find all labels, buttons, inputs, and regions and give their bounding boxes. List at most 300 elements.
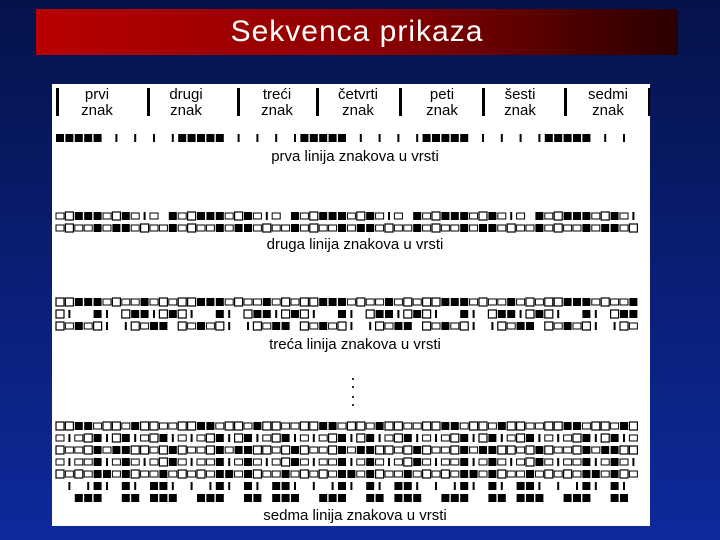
column-separator-5 — [482, 88, 485, 116]
pixel-r6-c36 — [385, 323, 393, 329]
pixel-r10-c61 — [620, 459, 628, 465]
column-header-5-line2: znak — [426, 102, 458, 119]
pixel-r13-c56 — [573, 494, 581, 502]
pixel-r1-c13 — [172, 134, 174, 142]
pixel-r10-c4 — [84, 459, 92, 465]
pixel-r3-c31 — [338, 224, 346, 232]
pixel-r8-c17 — [206, 434, 214, 442]
pixel-r11-c11 — [150, 471, 158, 477]
pixel-r8-c21 — [244, 434, 252, 442]
pixel-r2-c7 — [112, 212, 120, 220]
pixel-r9-c26 — [291, 446, 299, 454]
pixel-r3-c61 — [620, 225, 628, 231]
pixel-r2-c14 — [178, 213, 186, 219]
pixel-r8-c26 — [294, 434, 296, 442]
pixel-r8-c22 — [256, 434, 258, 442]
pixel-r7-c15 — [188, 422, 196, 430]
pixel-r7-c51 — [526, 423, 534, 429]
pixel-r4-c43 — [451, 298, 459, 306]
pixel-r9-c14 — [178, 446, 186, 454]
pixel-r11-c30 — [329, 471, 337, 477]
pixel-r7-c21 — [244, 423, 252, 429]
pixel-r5-c26 — [291, 310, 299, 318]
pixel-r7-c4 — [84, 422, 92, 430]
pixel-r8-c61 — [623, 434, 625, 442]
pixel-r10-c60 — [611, 458, 619, 466]
pixel-r11-c53 — [545, 470, 553, 478]
pixel-r3-c38 — [404, 225, 412, 231]
pixel-r4-c45 — [470, 299, 478, 305]
pixel-r3-c29 — [319, 225, 327, 231]
pixel-r3-c10 — [141, 224, 149, 232]
pixel-r7-c9 — [131, 422, 139, 430]
pixel-r8-c53 — [545, 435, 553, 441]
pixel-r3-c15 — [188, 224, 196, 232]
pixel-r7-c58 — [592, 422, 600, 430]
slide-title-bar — [36, 9, 678, 55]
pixel-r1-c40 — [423, 134, 431, 142]
pixel-r6-c22 — [253, 322, 261, 330]
pixel-r13-c13 — [169, 494, 177, 502]
pixel-r11-c41 — [432, 471, 440, 477]
pixel-r12-c60 — [611, 482, 619, 490]
pixel-r10-c33 — [357, 459, 365, 465]
pixel-r3-c45 — [470, 225, 478, 231]
pixel-r7-c40 — [423, 422, 431, 430]
ellipsis-dots-upper: : — [350, 372, 356, 392]
pixel-r7-c44 — [460, 423, 468, 429]
pixel-r11-c59 — [601, 471, 609, 477]
pixel-r9-c24 — [272, 447, 280, 453]
pixel-r4-c42 — [441, 298, 449, 306]
column-header-3-line1: treći — [262, 86, 292, 103]
pixel-r1-c2 — [65, 134, 73, 142]
caption-seventh-line: sedma linija znakova u vrsti — [263, 507, 447, 524]
pixel-r6-c31 — [338, 322, 346, 330]
pixel-r11-c2 — [65, 471, 73, 477]
pixel-r8-c19 — [228, 434, 230, 442]
pixel-r12-c18 — [216, 482, 224, 490]
pixel-r2-c37 — [394, 213, 402, 219]
pixel-r4-c53 — [545, 298, 553, 306]
pixel-r9-c9 — [131, 446, 139, 454]
pixel-r11-c26 — [291, 471, 299, 477]
pixel-r2-c52 — [535, 212, 543, 220]
pixel-r2-c24 — [272, 213, 280, 219]
pixel-r5-c28 — [313, 310, 315, 318]
pixel-r11-c20 — [235, 471, 243, 477]
pixel-r5-c36 — [385, 310, 393, 318]
pixel-r4-c51 — [526, 298, 534, 306]
pixel-r3-c18 — [216, 224, 224, 232]
pixel-r8-c48 — [501, 434, 503, 442]
pixel-r12-c28 — [313, 482, 315, 490]
pixel-r5-c25 — [282, 310, 290, 318]
pixel-r7-c3 — [75, 422, 83, 430]
pixel-r4-c36 — [385, 298, 393, 306]
column-header-6-line2: znak — [504, 102, 536, 119]
pixel-r5-c58 — [595, 310, 597, 318]
pixel-r7-c60 — [611, 423, 619, 429]
pixel-r1-c31 — [338, 134, 346, 142]
pixel-r10-c2 — [68, 458, 70, 466]
pixel-r7-c29 — [319, 422, 327, 430]
pixel-r3-c59 — [601, 224, 609, 232]
pixel-r3-c57 — [582, 224, 590, 232]
pixel-r10-c11 — [150, 459, 158, 465]
pixel-r8-c57 — [582, 434, 590, 442]
pixel-r9-c29 — [319, 447, 327, 453]
pixel-r11-c13 — [169, 471, 177, 477]
pixel-r11-c19 — [225, 470, 233, 478]
pixel-r2-c44 — [460, 212, 468, 220]
pixel-r7-c20 — [235, 422, 243, 430]
pixel-r8-c3 — [75, 435, 83, 441]
pixel-r13-c12 — [159, 494, 167, 502]
pixel-r6-c55 — [564, 322, 572, 330]
pixel-r13-c16 — [197, 494, 205, 502]
pixel-r11-c61 — [620, 470, 628, 478]
pixel-r13-c17 — [206, 494, 214, 502]
pixel-r3-c17 — [206, 225, 214, 231]
pixel-r5-c23 — [263, 310, 271, 318]
pixel-r9-c12 — [159, 446, 167, 454]
pixel-r7-c53 — [545, 422, 553, 430]
pixel-r11-c12 — [159, 470, 167, 478]
pixel-r4-c11 — [150, 299, 158, 305]
pixel-r7-c5 — [94, 423, 102, 429]
pixel-r12-c45 — [473, 482, 475, 490]
pixel-r3-c62 — [629, 224, 637, 232]
pixel-r12-c39 — [416, 482, 418, 490]
pixel-r2-c48 — [498, 213, 506, 219]
pixel-r10-c59 — [601, 459, 609, 465]
pixel-r11-c54 — [554, 471, 562, 477]
pixel-r10-c34 — [366, 458, 374, 466]
pixel-r12-c9 — [134, 482, 136, 490]
pixel-r12-c6 — [106, 482, 108, 490]
pixel-r11-c3 — [75, 470, 83, 478]
pixel-r4-c12 — [159, 298, 167, 306]
pixel-r6-c44 — [460, 322, 468, 330]
pixel-r8-c10 — [141, 435, 149, 441]
pixel-r12-c26 — [294, 482, 296, 490]
pixel-r1-c17 — [206, 134, 214, 142]
pixel-r11-c29 — [319, 470, 327, 478]
pixel-r10-c57 — [582, 458, 590, 466]
pixel-r10-c44 — [460, 458, 468, 466]
pixel-r8-c50 — [517, 434, 525, 442]
pixel-r12-c56 — [576, 482, 578, 490]
pixel-r5-c32 — [350, 310, 352, 318]
pixel-r5-c60 — [611, 310, 619, 318]
pixel-r8-c60 — [611, 434, 619, 442]
pixel-r11-c28 — [310, 471, 318, 477]
pixel-r13-c21 — [244, 494, 252, 502]
pixel-r6-c12 — [159, 322, 167, 330]
pixel-r6-c62 — [629, 323, 637, 329]
pixel-r10-c32 — [350, 458, 352, 466]
pixel-r2-c47 — [488, 212, 496, 220]
pixel-r6-c1 — [56, 322, 64, 330]
pixel-r9-c2 — [65, 447, 73, 453]
pixel-r2-c8 — [122, 212, 130, 220]
pixel-r5-c38 — [404, 310, 412, 318]
column-separator-1 — [147, 88, 150, 116]
pixel-r3-c51 — [526, 225, 534, 231]
pixel-r3-c58 — [592, 225, 600, 231]
pixel-r9-c60 — [611, 446, 619, 454]
pixel-r11-c56 — [573, 471, 581, 477]
pixel-r10-c29 — [319, 459, 327, 465]
pixel-r3-c1 — [56, 225, 64, 231]
pixel-r4-c47 — [488, 299, 496, 305]
pixel-r10-c51 — [526, 458, 534, 466]
pixel-r12-c2 — [68, 482, 70, 490]
pixel-r11-c22 — [253, 470, 261, 478]
pixel-r6-c3 — [75, 322, 83, 330]
pixel-r1-c54 — [554, 134, 562, 142]
pixel-r9-c56 — [573, 446, 581, 454]
pixel-r9-c20 — [235, 446, 243, 454]
pixel-r10-c6 — [106, 458, 108, 466]
pixel-r8-c8 — [122, 434, 130, 442]
pixel-r6-c16 — [197, 322, 205, 330]
pixel-r8-c43 — [451, 434, 459, 442]
pixel-r6-c18 — [216, 322, 224, 330]
pixel-r8-c5 — [94, 434, 102, 442]
pixel-r11-c8 — [122, 470, 130, 478]
pixel-r4-c34 — [366, 299, 374, 305]
pixel-r6-c24 — [272, 322, 280, 330]
pixel-r3-c55 — [564, 225, 572, 231]
pixel-r9-c48 — [498, 446, 506, 454]
pixel-r5-c48 — [498, 310, 506, 318]
pixel-r2-c34 — [366, 212, 374, 220]
pixel-r4-c35 — [376, 299, 384, 305]
pixel-r11-c37 — [394, 471, 402, 477]
pixel-r4-c16 — [197, 298, 205, 306]
pixel-r7-c7 — [112, 422, 120, 430]
pixel-r2-c42 — [441, 212, 449, 220]
pixel-r11-c52 — [535, 471, 543, 477]
pixel-r13-c8 — [122, 494, 130, 502]
pixel-r5-c61 — [620, 310, 628, 318]
pixel-r2-c35 — [376, 213, 384, 219]
pixel-r2-c26 — [291, 212, 299, 220]
pixel-r13-c9 — [131, 494, 139, 502]
pixel-r9-c16 — [197, 447, 205, 453]
pixel-r7-c36 — [385, 422, 393, 430]
pixel-r9-c18 — [216, 446, 224, 454]
pixel-r4-c38 — [404, 298, 412, 306]
pixel-r6-c28 — [310, 323, 318, 329]
pixel-r2-c49 — [510, 212, 512, 220]
pixel-r3-c49 — [507, 224, 515, 232]
pixel-r7-c47 — [488, 423, 496, 429]
pixel-r9-c61 — [620, 446, 628, 454]
pixel-r10-c10 — [144, 458, 146, 466]
pixel-r3-c9 — [131, 225, 139, 231]
pixel-r4-c5 — [94, 298, 102, 306]
pixel-r5-c51 — [526, 310, 534, 318]
pixel-r6-c45 — [473, 322, 475, 330]
pixel-r11-c48 — [498, 470, 506, 478]
pixel-r10-c1 — [56, 459, 64, 465]
pixel-r4-c59 — [601, 298, 609, 306]
pixel-r9-c28 — [310, 447, 318, 453]
pixel-r10-c41 — [435, 458, 437, 466]
pixel-r2-c23 — [266, 212, 268, 220]
pixel-r4-c14 — [178, 298, 186, 306]
pixel-r3-c60 — [611, 224, 619, 232]
pixel-r7-c33 — [357, 422, 365, 430]
pixel-r4-c13 — [169, 299, 177, 305]
pixel-r11-c51 — [526, 470, 534, 478]
pixel-r9-c62 — [629, 446, 637, 454]
pixel-r6-c54 — [554, 323, 562, 329]
pixel-r6-c53 — [545, 322, 553, 330]
pixel-r13-c4 — [84, 494, 92, 502]
pixel-r13-c25 — [282, 494, 290, 502]
pixel-r2-c46 — [479, 212, 487, 220]
pixel-r3-c56 — [573, 225, 581, 231]
pixel-r7-c27 — [300, 422, 308, 430]
pixel-r8-c44 — [460, 434, 468, 442]
pixel-r1-c44 — [460, 134, 468, 142]
pixel-r13-c42 — [441, 494, 449, 502]
pixel-r12-c50 — [517, 482, 525, 490]
pixel-r5-c10 — [141, 310, 149, 318]
pixel-r10-c53 — [545, 459, 553, 465]
pixel-r1-c53 — [545, 134, 553, 142]
pixel-r7-c1 — [56, 422, 64, 430]
pixel-r11-c42 — [441, 470, 449, 478]
pixel-r11-c23 — [263, 471, 271, 477]
pixel-r4-c44 — [460, 298, 468, 306]
pixel-r1-c9 — [134, 134, 136, 142]
pixel-r13-c60 — [611, 494, 619, 502]
pixel-r3-c6 — [103, 225, 111, 231]
pixel-r1-c56 — [573, 134, 581, 142]
pixel-r3-c42 — [441, 225, 449, 231]
pixel-r13-c11 — [150, 494, 158, 502]
pixel-r10-c20 — [235, 459, 243, 465]
pixel-r4-c30 — [329, 298, 337, 306]
pixel-r2-c31 — [338, 212, 346, 220]
pixel-r2-c22 — [253, 213, 261, 219]
pixel-r6-c6 — [106, 322, 108, 330]
pixel-r11-c43 — [451, 471, 459, 477]
pixel-r2-c9 — [131, 213, 139, 219]
pixel-r12-c54 — [557, 482, 559, 490]
pixel-r9-c10 — [141, 446, 149, 454]
caption-third-line: treća linija znakova u vrsti — [269, 336, 441, 353]
pixel-r3-c41 — [432, 224, 440, 232]
pixel-r5-c53 — [545, 310, 553, 318]
pixel-r2-c6 — [103, 213, 111, 219]
pixel-r3-c11 — [150, 225, 158, 231]
pixel-r3-c4 — [84, 225, 92, 231]
pixel-r7-c45 — [470, 422, 478, 430]
pixel-r11-c58 — [592, 470, 600, 478]
pixel-r10-c45 — [473, 458, 475, 466]
pixel-r12-c8 — [122, 482, 130, 490]
pixel-r4-c50 — [517, 299, 525, 305]
pixel-r4-c21 — [244, 299, 252, 305]
pixel-r3-c37 — [394, 225, 402, 231]
slide-title: Sekvenca prikaza — [230, 15, 484, 48]
pixel-r5-c35 — [376, 310, 384, 318]
pixel-r2-c30 — [329, 212, 337, 220]
pixel-r9-c32 — [347, 447, 355, 453]
pixel-r8-c62 — [629, 435, 637, 441]
column-separator-4 — [399, 88, 402, 116]
pixel-r5-c34 — [366, 310, 374, 318]
pixel-r4-c26 — [291, 299, 299, 305]
pixel-r12-c17 — [209, 482, 211, 490]
pixel-r7-c32 — [347, 422, 355, 430]
pixel-r3-c16 — [197, 225, 205, 231]
pixel-r9-c23 — [263, 446, 271, 454]
column-header-2-line1: drugi — [169, 86, 203, 103]
pixel-r7-c62 — [629, 422, 637, 430]
pixel-r1-c11 — [153, 134, 155, 142]
pixel-r3-c48 — [498, 225, 506, 231]
pixel-r5-c5 — [94, 310, 102, 318]
pixel-r5-c13 — [169, 310, 177, 318]
pixel-r8-c51 — [526, 434, 534, 442]
pixel-r2-c2 — [65, 212, 73, 220]
pixel-r11-c50 — [517, 471, 525, 477]
column-separator-0 — [56, 88, 59, 116]
pixel-r12-c34 — [366, 482, 374, 490]
pixel-r1-c20 — [238, 134, 240, 142]
pixel-r7-c11 — [150, 422, 158, 430]
pixel-r10-c8 — [122, 458, 130, 466]
pixel-r9-c38 — [404, 446, 412, 454]
pixel-r8-c47 — [488, 434, 496, 442]
pixel-r1-c30 — [329, 134, 337, 142]
pixel-r13-c39 — [413, 494, 421, 502]
pixel-r8-c13 — [172, 434, 174, 442]
pixel-r11-c15 — [188, 471, 196, 477]
pixel-r11-c45 — [470, 470, 478, 478]
pixel-r3-c44 — [460, 224, 468, 232]
pixel-r13-c47 — [488, 494, 496, 502]
pixel-r11-c33 — [357, 471, 365, 477]
pixel-r8-c4 — [84, 434, 92, 442]
pixel-r9-c4 — [84, 446, 92, 454]
column-header-3-line2: znak — [261, 102, 293, 119]
pixel-r2-c15 — [188, 212, 196, 220]
pixel-r8-c28 — [313, 434, 315, 442]
pixel-r9-c57 — [582, 446, 590, 454]
pixel-r8-c52 — [538, 434, 540, 442]
pixel-r9-c54 — [554, 447, 562, 453]
pixel-r11-c31 — [338, 470, 346, 478]
pixel-r1-c4 — [84, 134, 92, 142]
pixel-r2-c20 — [235, 212, 243, 220]
pixel-r11-c34 — [366, 470, 374, 478]
pixel-r2-c10 — [144, 212, 146, 220]
pixel-r1-c59 — [604, 134, 606, 142]
pixel-r11-c1 — [56, 470, 64, 478]
pixel-r6-c29 — [319, 322, 327, 330]
pixel-r11-c47 — [488, 470, 496, 478]
pixel-r2-c4 — [84, 212, 92, 220]
pixel-r7-c2 — [65, 422, 73, 430]
